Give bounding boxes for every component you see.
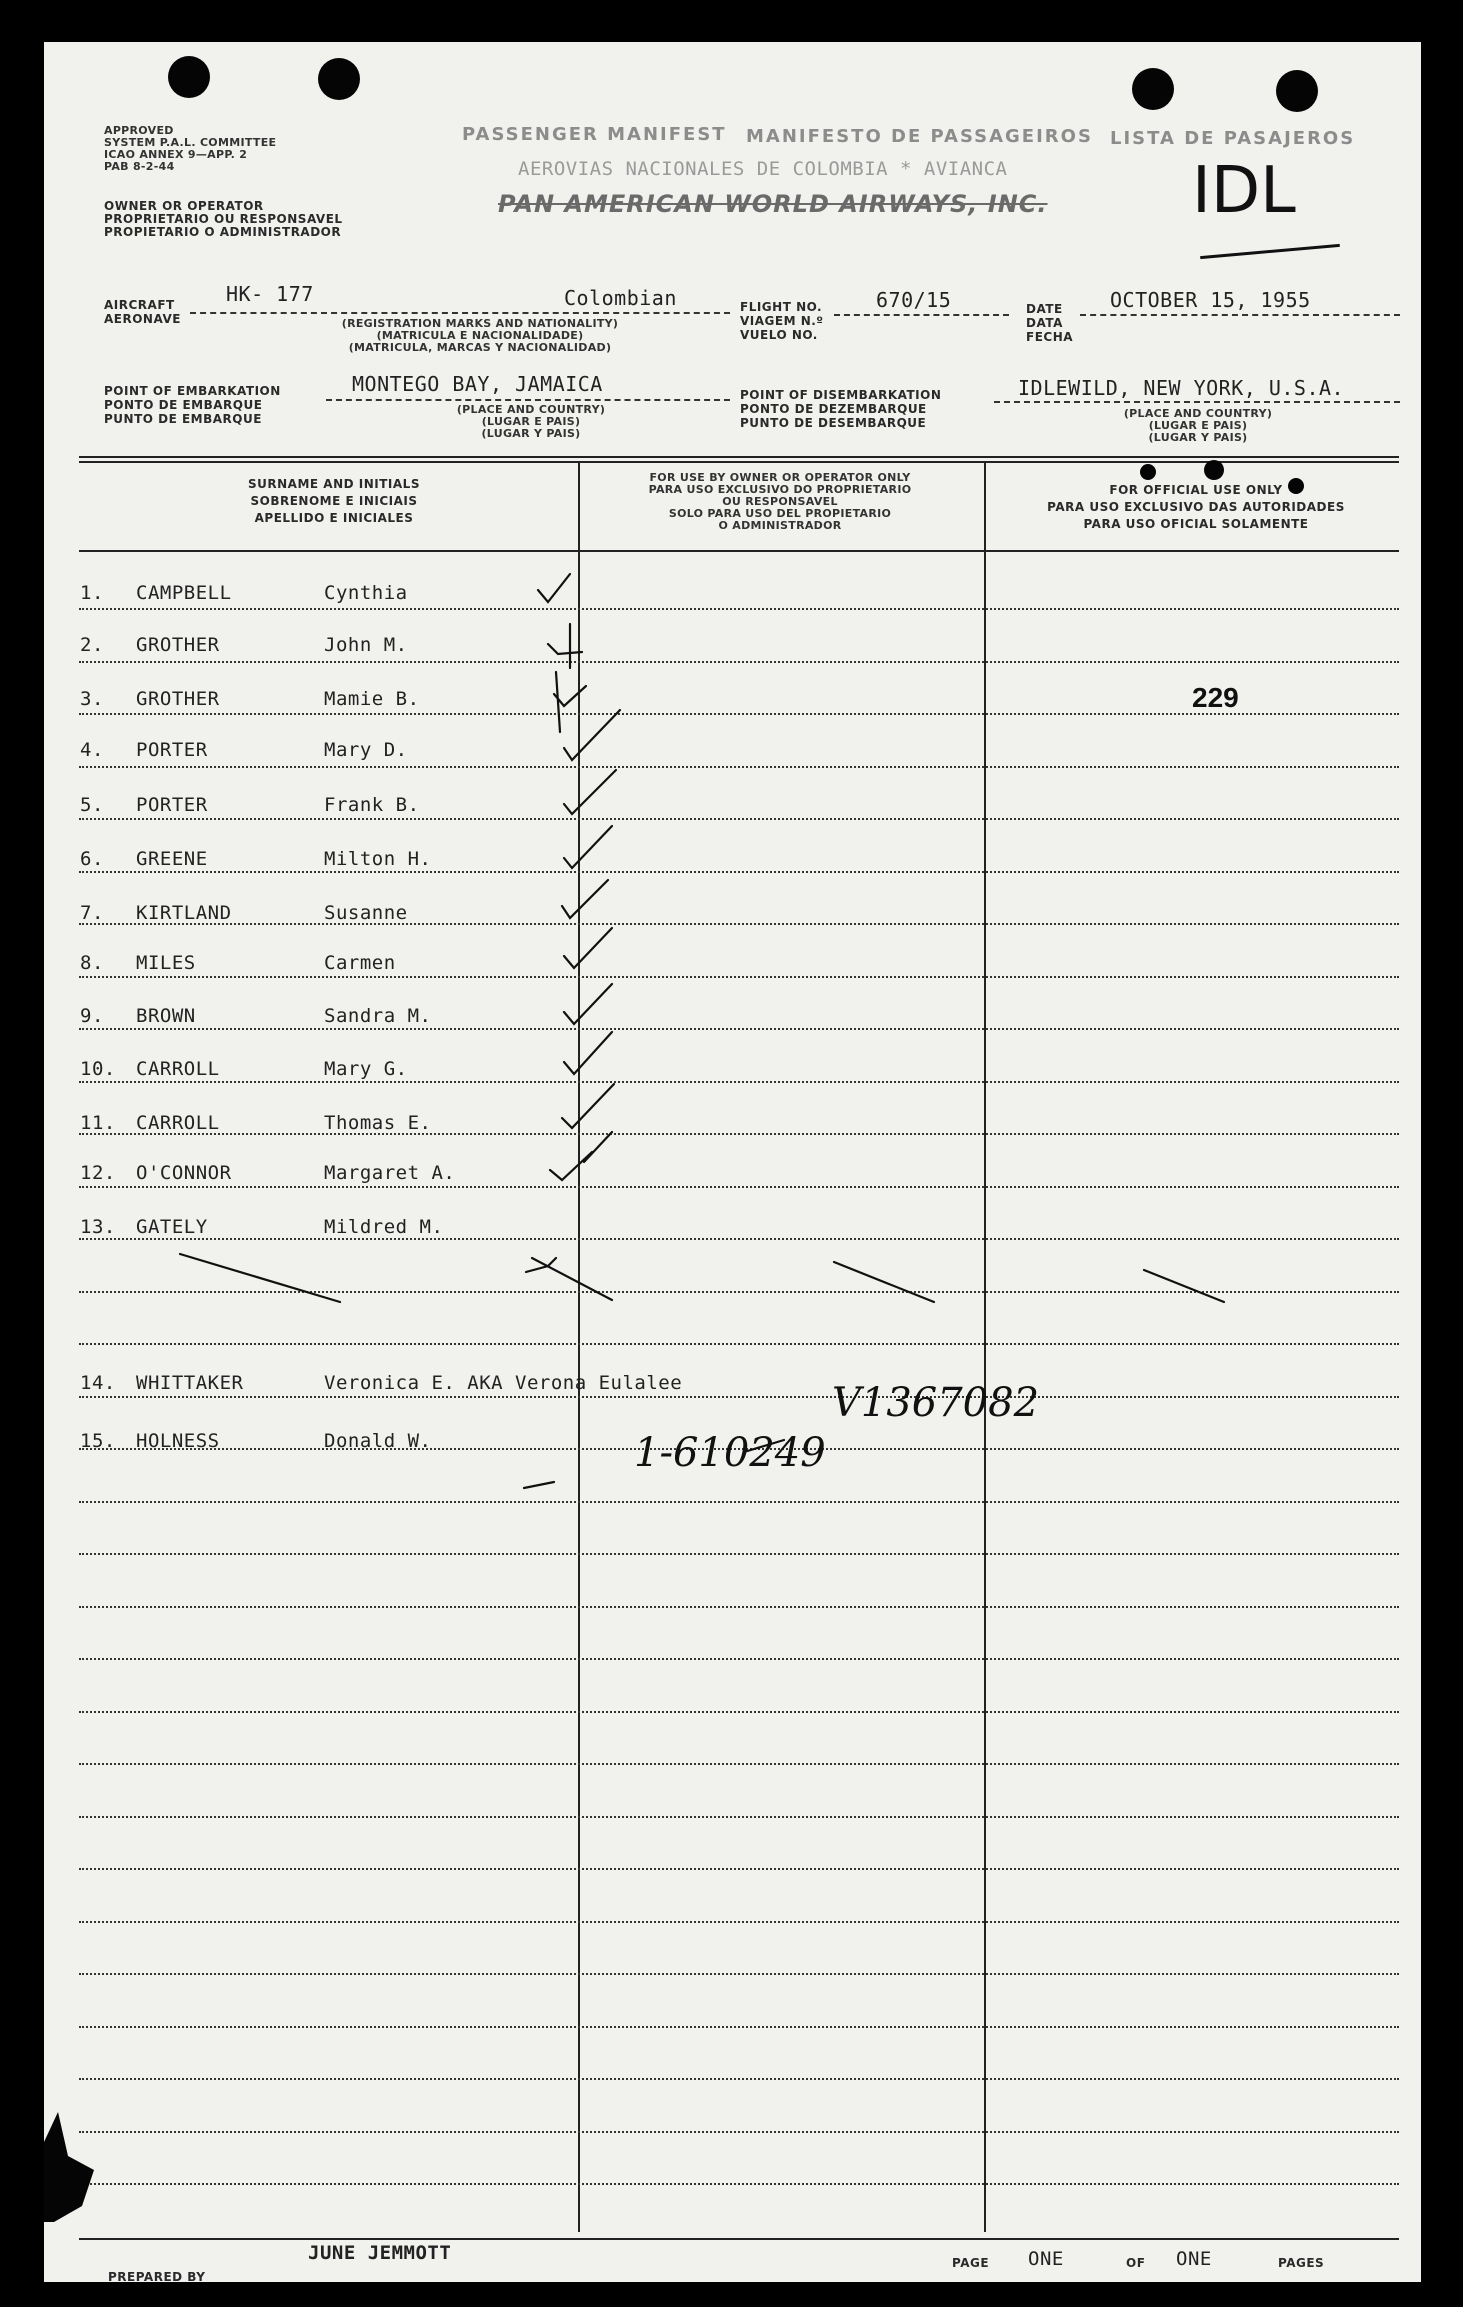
label-line: PONTO DE EMBARQUE xyxy=(104,398,263,412)
header-line: PARA USO OFICIAL SOLAMENTE xyxy=(1083,517,1309,531)
page-label: PAGE xyxy=(952,2256,990,2270)
passenger-surname: MILES xyxy=(136,952,196,974)
label-line: PUNTO DE EMBARQUE xyxy=(104,412,262,426)
passenger-given-name: Mildred M. xyxy=(324,1216,444,1238)
check-mark xyxy=(564,984,612,1024)
check-mark xyxy=(562,880,608,918)
header-line: FOR USE BY OWNER OR OPERATOR ONLY xyxy=(649,471,911,484)
owner-label-line: PROPIETARIO O ADMINISTRADOR xyxy=(104,225,342,239)
passenger-number: 6. xyxy=(80,848,104,870)
passenger-surname: PORTER xyxy=(136,739,208,761)
passenger-number: 11. xyxy=(80,1112,116,1134)
passenger-surname: CAMPBELL xyxy=(136,582,232,604)
sublabel-line: (LUGAR Y PAIS) xyxy=(1148,431,1248,444)
passenger-number: 5. xyxy=(80,794,104,816)
approval-line: APPROVED xyxy=(104,124,174,137)
check-mark xyxy=(564,710,620,760)
check-mark xyxy=(548,624,582,668)
sublabel-line: (REGISTRATION MARKS AND NATIONALITY) xyxy=(341,317,619,330)
check-mark xyxy=(180,1254,340,1302)
sublabel-line: (MATRICULA, MARCAS Y NACIONALIDAD) xyxy=(348,341,612,354)
header-line: SURNAME AND INITIALS xyxy=(248,477,420,491)
label-line: FLIGHT NO. xyxy=(740,300,823,314)
corner-damage xyxy=(44,2112,104,2222)
aircraft-nationality: Colombian xyxy=(564,286,677,310)
sublabel-line: (LUGAR Y PAIS) xyxy=(481,427,581,440)
passenger-given-name: John M. xyxy=(324,634,408,656)
title-spanish: LISTA DE PASAJEROS xyxy=(1110,128,1356,149)
label-line: POINT OF EMBARKATION xyxy=(104,384,281,398)
passenger-number: 7. xyxy=(80,902,104,924)
flight-date: OCTOBER 15, 1955 xyxy=(1110,288,1311,312)
handwritten-code: IDL xyxy=(1192,154,1296,228)
passenger-surname: GROTHER xyxy=(136,634,220,656)
prepared-by-label: PREPARED BY xyxy=(108,2270,206,2282)
passenger-surname: GROTHER xyxy=(136,688,220,710)
passenger-number: 14. xyxy=(80,1372,116,1394)
passenger-number: 8. xyxy=(80,952,104,974)
label-line: AERONAVE xyxy=(104,312,181,326)
passenger-given-name: Carmen xyxy=(324,952,396,974)
passenger-number: 4. xyxy=(80,739,104,761)
prepared-by-name: JUNE JEMMOTT xyxy=(308,2242,452,2264)
page-total: ONE xyxy=(1176,2248,1212,2270)
approval-line: PAB 8-2-44 xyxy=(104,160,175,173)
label-line: FECHA xyxy=(1026,330,1074,344)
header-line: PARA USO EXCLUSIVO DO PROPRIETARIO xyxy=(648,483,912,496)
ink-marks xyxy=(44,42,1421,2282)
header-line: APELLIDO E INICIALES xyxy=(254,511,414,525)
passenger-number: 10. xyxy=(80,1058,116,1080)
check-mark xyxy=(538,574,570,602)
footer-border xyxy=(79,2238,1399,2240)
check-mark xyxy=(564,928,612,968)
passenger-given-name: Milton H. xyxy=(324,848,432,870)
label-line: VIAGEM N.º xyxy=(740,314,824,328)
official-number: 229 xyxy=(1192,682,1239,713)
label-line: POINT OF DISEMBARKATION xyxy=(740,388,942,402)
check-mark xyxy=(562,1084,614,1128)
check-mark xyxy=(550,1132,612,1180)
operator-avianca: AEROVIAS NACIONALES DE COLOMBIA * AVIANCA xyxy=(518,158,1008,180)
passenger-given-name: Donald W. xyxy=(324,1430,432,1452)
passenger-given-name: Mary G. xyxy=(324,1058,408,1080)
header-line: O ADMINISTRADOR xyxy=(718,519,842,532)
header-line: FOR OFFICIAL USE ONLY xyxy=(1109,483,1283,497)
label-line: PUNTO DE DESEMBARQUE xyxy=(740,416,927,430)
passenger-given-name: Margaret A. xyxy=(324,1162,456,1184)
passenger-given-name: Mamie B. xyxy=(324,688,420,710)
passenger-surname: GATELY xyxy=(136,1216,208,1238)
label-line: DATE xyxy=(1026,302,1063,316)
passenger-given-name: Susanne xyxy=(324,902,408,924)
owner-label-line: OWNER OR OPERATOR xyxy=(104,199,264,213)
header-line: SOBRENOME E INICIAIS xyxy=(250,494,418,508)
passenger-number: 13. xyxy=(80,1216,116,1238)
sublabel-line: (PLACE AND COUNTRY) xyxy=(456,403,606,416)
approval-line: ICAO ANNEX 9—APP. 2 xyxy=(104,148,248,161)
check-mark xyxy=(564,1032,612,1074)
check-mark xyxy=(554,672,586,732)
check-mark xyxy=(524,1482,554,1488)
passenger-surname: HOLNESS xyxy=(136,1430,220,1452)
passenger-surname: CARROLL xyxy=(136,1058,220,1080)
check-mark xyxy=(532,1258,612,1300)
disembarkation-place: IDLEWILD, NEW YORK, U.S.A. xyxy=(1018,376,1345,400)
passenger-surname: CARROLL xyxy=(136,1112,220,1134)
passenger-surname: GREENE xyxy=(136,848,208,870)
check-mark xyxy=(1144,1270,1224,1302)
operator-panam: PAN AMERICAN WORLD AIRWAYS, INC. xyxy=(498,190,1048,218)
pages-label: PAGES xyxy=(1278,2256,1325,2270)
title-portuguese: MANIFESTO DE PASSAGEIROS xyxy=(746,126,1093,147)
passenger-number: 3. xyxy=(80,688,104,710)
passenger-given-name: Frank B. xyxy=(324,794,420,816)
handwritten-number-1: V1367082 xyxy=(832,1380,1040,1426)
passenger-number: 1. xyxy=(80,582,104,604)
passenger-number: 9. xyxy=(80,1005,104,1027)
owner-label-line: PROPRIETARIO OU RESPONSAVEL xyxy=(104,212,343,226)
passenger-given-name: Thomas E. xyxy=(324,1112,432,1134)
check-mark xyxy=(564,826,612,868)
of-label: OF xyxy=(1126,2256,1146,2270)
approval-line: SYSTEM P.A.L. COMMITTEE xyxy=(104,136,277,149)
passenger-number: 2. xyxy=(80,634,104,656)
sublabel-line: (PLACE AND COUNTRY) xyxy=(1123,407,1273,420)
passenger-given-name: Mary D. xyxy=(324,739,408,761)
passenger-given-name: Sandra M. xyxy=(324,1005,432,1027)
page-number: ONE xyxy=(1028,2248,1064,2270)
label-line: PONTO DE DEZEMBARQUE xyxy=(740,402,927,416)
passenger-number: 15. xyxy=(80,1430,116,1452)
manifest-sheet xyxy=(44,42,1421,2282)
passenger-surname: WHITTAKER xyxy=(136,1372,244,1394)
sublabel-line: (MATRICULA E NACIONALIDADE) xyxy=(376,329,584,342)
sublabel-line: (LUGAR E PAIS) xyxy=(481,415,581,428)
passenger-surname: PORTER xyxy=(136,794,208,816)
check-mark xyxy=(526,1258,556,1272)
title-english: PASSENGER MANIFEST xyxy=(462,124,727,145)
check-mark xyxy=(834,1262,934,1302)
label-line: DATA xyxy=(1026,316,1063,330)
passenger-surname: O'CONNOR xyxy=(136,1162,232,1184)
passenger-given-name: Veronica E. AKA Verona Eulalee xyxy=(324,1372,683,1394)
header-line: SOLO PARA USO DEL PROPIETARIO xyxy=(668,507,892,520)
label-line: VUELO NO. xyxy=(740,328,818,342)
passenger-surname: KIRTLAND xyxy=(136,902,232,924)
header-line: OU RESPONSAVEL xyxy=(722,495,838,508)
passenger-surname: BROWN xyxy=(136,1005,196,1027)
sublabel-line: (LUGAR E PAIS) xyxy=(1148,419,1248,432)
embarkation-place: MONTEGO BAY, JAMAICA xyxy=(352,372,603,396)
passenger-given-name: Cynthia xyxy=(324,582,408,604)
label-line: AIRCRAFT xyxy=(104,298,175,312)
handwritten-number-2: 1-610249 xyxy=(634,1430,826,1476)
aircraft-registration: HK- 177 xyxy=(226,282,314,306)
check-mark xyxy=(564,770,616,814)
passenger-number: 12. xyxy=(80,1162,116,1184)
header-line: PARA USO EXCLUSIVO DAS AUTORIDADES xyxy=(1047,500,1345,514)
flight-number: 670/15 xyxy=(876,288,952,312)
